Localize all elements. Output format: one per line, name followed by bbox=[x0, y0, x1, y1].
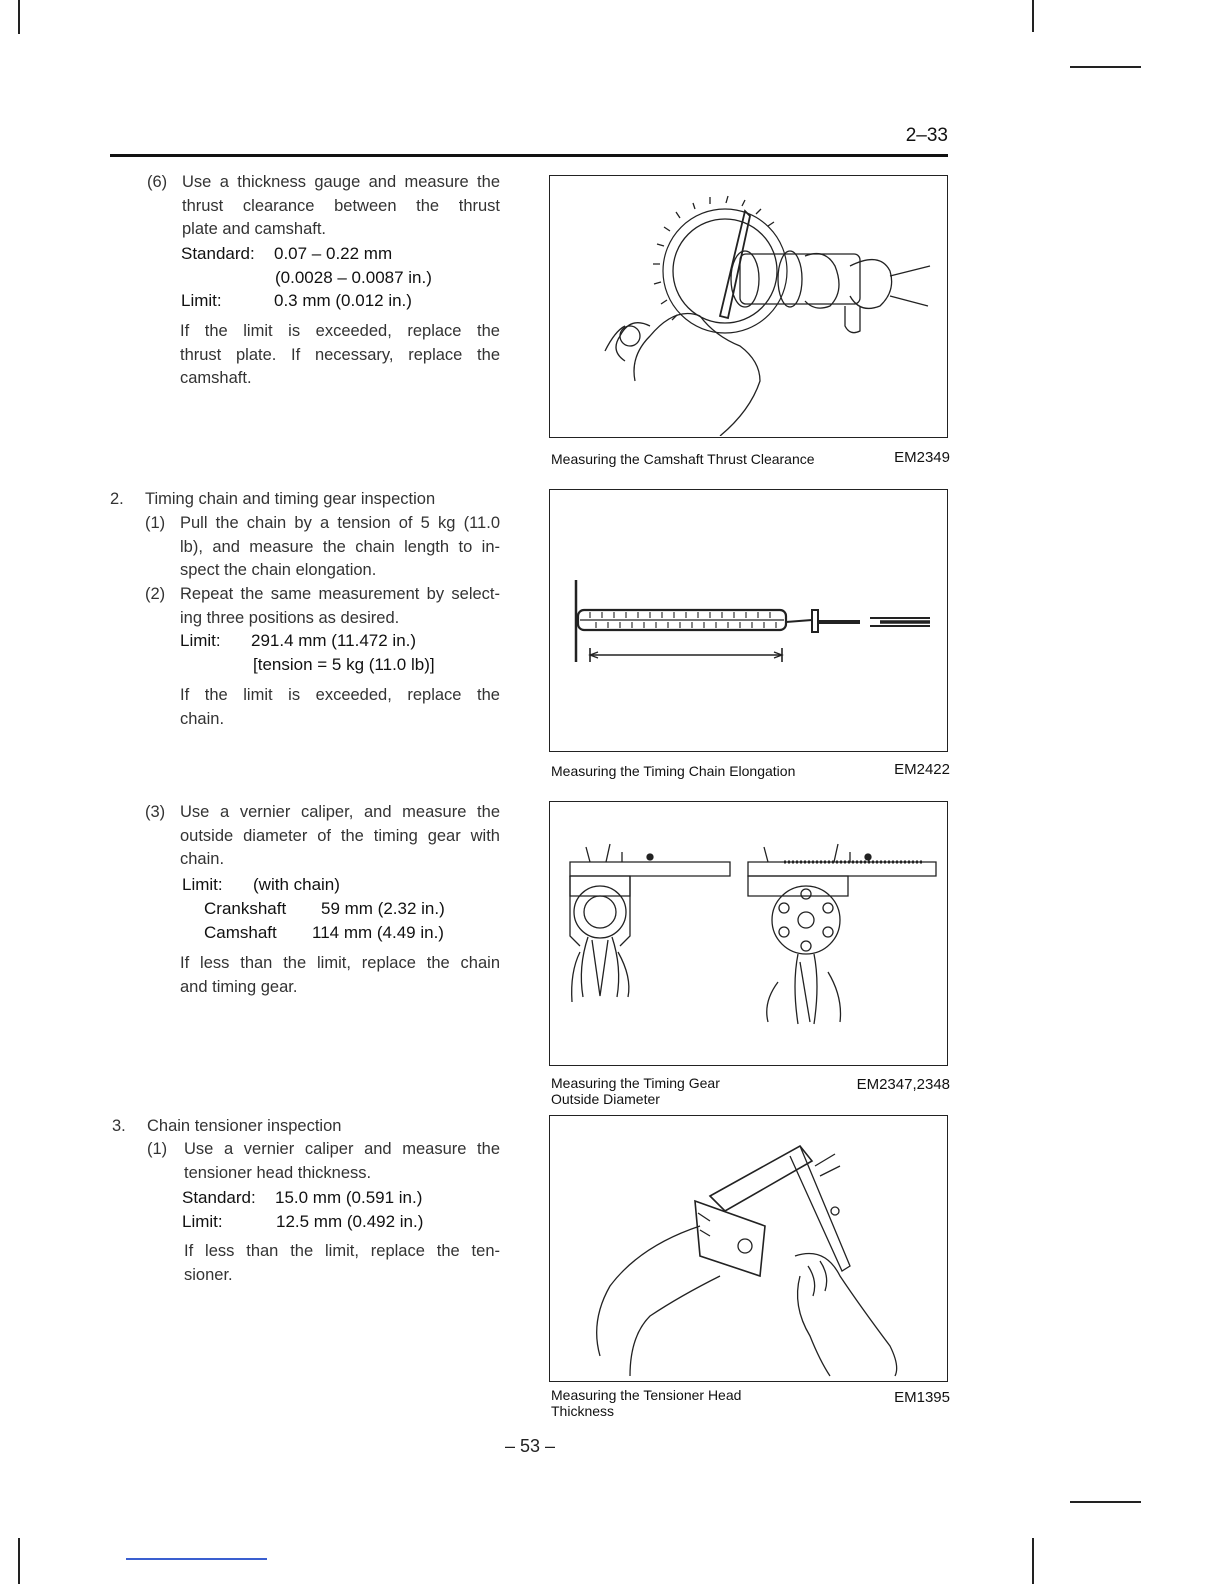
step-3-1-standard-label: Standard: bbox=[182, 1188, 256, 1207]
page-reference: 2–33 bbox=[905, 125, 948, 146]
camshaft-label: Camshaft bbox=[204, 923, 277, 942]
step-2-2-limit-value: 291.4 mm (11.472 in.) bbox=[251, 631, 417, 650]
section-2-title: Timing chain and timing gear inspection bbox=[145, 490, 436, 508]
section-2-number: 2. bbox=[110, 490, 124, 508]
tensioner-illustration bbox=[550, 1116, 946, 1380]
step-3-1-note-line: sioner. bbox=[184, 1265, 233, 1284]
crop-mark-right-lower bbox=[1070, 1501, 1141, 1503]
step-3-1-standard-value: 15.0 mm (0.591 in.) bbox=[275, 1188, 423, 1207]
step-2-3-note bbox=[180, 952, 500, 999]
step-3-1-note bbox=[184, 1240, 500, 1287]
step-2-2-line: ing three positions as desired. bbox=[180, 608, 400, 627]
step-6-line: thrust clearance between the thrust bbox=[182, 196, 500, 215]
crop-mark-bottom-left bbox=[18, 1538, 20, 1584]
step-3-1-line: tensioner head thickness. bbox=[184, 1163, 372, 1182]
step-6-number: (6) bbox=[147, 173, 168, 191]
figure-4-caption-line-2: Thickness bbox=[551, 1403, 615, 1419]
step-6-standard-value-in: (0.0028 – 0.0087 in.) bbox=[275, 268, 432, 287]
figure-timing-chain-elongation bbox=[549, 489, 948, 752]
step-2-1-line: spect the chain elongation. bbox=[180, 561, 377, 579]
crankshaft-label: Crankshaft bbox=[204, 899, 287, 918]
header-rule bbox=[110, 154, 948, 157]
crop-mark-bottom-right bbox=[1032, 1538, 1034, 1584]
crop-mark-top-left bbox=[18, 0, 20, 34]
figure-timing-gear-outside-diameter bbox=[549, 801, 948, 1066]
step-6-standard-value: 0.07 – 0.22 mm bbox=[274, 244, 393, 263]
step-6-note-line: camshaft. bbox=[180, 369, 252, 387]
camshaft-illustration bbox=[550, 176, 946, 436]
figure-4-caption-line-1: Measuring the Tensioner Head bbox=[551, 1387, 742, 1403]
step-6-limit-value: 0.3 mm (0.012 in.) bbox=[274, 291, 412, 310]
step-6-line: Use a thickness gauge and measure the bbox=[182, 173, 500, 191]
step-2-1-text bbox=[180, 512, 500, 583]
step-2-1-number: (1) bbox=[145, 514, 166, 532]
step-2-3-note-line: and timing gear. bbox=[180, 977, 298, 996]
step-2-3-limit-label: Limit: bbox=[182, 875, 223, 894]
page-number: – 53 – bbox=[504, 1436, 556, 1456]
figure-3-code: EM2347,2348 bbox=[856, 1076, 950, 1093]
step-2-3-number: (3) bbox=[145, 803, 166, 821]
step-2-2-number: (2) bbox=[145, 585, 166, 603]
step-2-2-limit-label: Limit: bbox=[180, 631, 221, 650]
figure-3-caption-line-2: Outside Diameter bbox=[551, 1091, 660, 1107]
figure-2-caption: Measuring the Timing Chain Elongation bbox=[551, 763, 796, 779]
figure-tensioner-head-thickness bbox=[549, 1115, 948, 1382]
step-3-1-number: (1) bbox=[147, 1140, 168, 1158]
crop-mark-right-upper bbox=[1070, 66, 1141, 68]
step-2-2-note bbox=[180, 684, 500, 731]
step-3-1-text bbox=[184, 1138, 500, 1185]
step-2-3-note-line: If less than the limit, replace the chain bbox=[180, 954, 500, 972]
step-2-1-line: lb), and measure the chain length to in- bbox=[180, 537, 500, 556]
figure-camshaft-thrust-clearance bbox=[549, 175, 948, 438]
step-2-1-line: Pull the chain by a tension of 5 kg (11.0 bbox=[180, 514, 500, 532]
step-2-3-text bbox=[180, 801, 500, 872]
step-6-text bbox=[182, 171, 500, 242]
step-3-1-limit-value: 12.5 mm (0.492 in.) bbox=[276, 1212, 424, 1231]
step-2-2-note-line: If the limit is exceeded, replace the bbox=[180, 686, 500, 704]
step-2-3-line: chain. bbox=[180, 850, 225, 868]
step-3-1-note-line: If less than the limit, replace the ten- bbox=[184, 1242, 500, 1260]
step-3-1-line: Use a vernier caliper and measure the bbox=[184, 1140, 500, 1158]
step-6-note bbox=[180, 320, 500, 391]
step-2-2-line: Repeat the same measurement by select- bbox=[180, 585, 500, 603]
step-6-note-line: If the limit is exceeded, replace the bbox=[180, 322, 500, 340]
figure-1-caption: Measuring the Camshaft Thrust Clearance bbox=[551, 451, 815, 467]
step-6-standard-label: Standard: bbox=[181, 244, 255, 263]
step-3-1-limit-label: Limit: bbox=[182, 1212, 223, 1231]
crop-mark-top-right bbox=[1032, 0, 1034, 32]
step-2-2-text bbox=[180, 583, 500, 630]
step-2-3-line: outside diameter of the timing gear with bbox=[180, 826, 500, 845]
crankshaft-value: 59 mm (2.32 in.) bbox=[321, 899, 445, 918]
figure-4-code: EM1395 bbox=[894, 1389, 950, 1406]
camshaft-value: 114 mm (4.49 in.) bbox=[312, 923, 444, 942]
step-6-limit-label: Limit: bbox=[181, 291, 222, 310]
timing-gear-illustration bbox=[550, 802, 946, 1064]
figure-2-code: EM2422 bbox=[894, 761, 950, 778]
step-2-3-limit-qualifier: (with chain) bbox=[253, 875, 340, 894]
section-3-number: 3. bbox=[112, 1117, 126, 1135]
section-3-title: Chain tensioner inspection bbox=[147, 1117, 342, 1135]
figure-3-caption-line-1: Measuring the Timing Gear bbox=[551, 1075, 720, 1091]
step-6-line: plate and camshaft. bbox=[182, 220, 327, 238]
figure-1-code: EM2349 bbox=[894, 449, 950, 466]
step-6-note-line: thrust plate. If necessary, replace the bbox=[180, 345, 500, 364]
step-2-2-note-line: chain. bbox=[180, 709, 225, 728]
step-2-2-limit-tension: [tension = 5 kg (11.0 lb)] bbox=[253, 655, 435, 674]
chain-elongation-illustration bbox=[550, 490, 946, 750]
blue-underline bbox=[126, 1558, 267, 1560]
step-2-3-line: Use a vernier caliper, and measure the bbox=[180, 803, 500, 821]
